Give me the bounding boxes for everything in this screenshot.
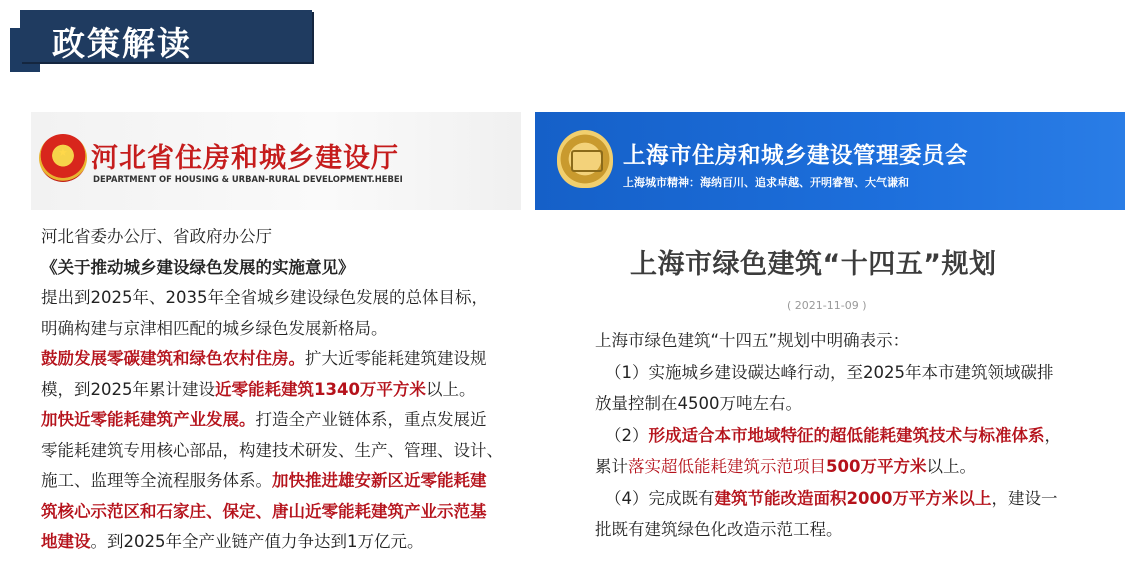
- hebei-dept-english: DEPARTMENT OF HOUSING & URBAN-RURAL DEVELOPMENT.HEBEI: [93, 174, 403, 184]
- hebei-banner: [31, 112, 521, 210]
- text-line: 批既有建筑绿色化改造示范工程。: [595, 520, 843, 539]
- shanghai-slogan: 上海城市精神：海纳百川、追求卓越、开明睿智、大气谦和: [623, 176, 909, 189]
- shanghai-policy-text: [595, 325, 1115, 546]
- text-line: 加快近零能耗建筑产业发展。打造全产业链体系，重点发展近: [41, 410, 487, 429]
- text-line: 鼓励发展零碳建筑和绿色农村住房。扩大近零能耗建筑建设规: [41, 349, 487, 368]
- text-line: 上海市绿色建筑“十四五”规划中明确表示：: [595, 331, 910, 350]
- text-line: 明确构建与京津相匹配的城乡绿色发展新格局。: [41, 318, 388, 338]
- shanghai-banner: [535, 112, 1125, 210]
- hebei-policy-text: [41, 222, 531, 558]
- document-title: 《关于推动城乡建设绿色发展的实施意见》: [41, 257, 355, 277]
- publish-date: ( 2021-11-09 ): [787, 299, 867, 312]
- page-title: 政策解读: [52, 24, 192, 63]
- shanghai-emblem-icon: [557, 130, 613, 188]
- text-line: （2）形成适合本市地域特征的超低能耗建筑技术与标准体系，: [605, 425, 1061, 445]
- text-line: 模，到2025年累计建设近零能耗建筑1340万平方米以上。: [41, 379, 476, 399]
- shanghai-plan-title: 上海市绿色建筑“十四五”规划: [630, 249, 997, 280]
- text-line: 提出到2025年、2035年全省城乡建设绿色发展的总体目标，: [41, 288, 488, 307]
- text-line: 放量控制在4500万吨左右。: [595, 394, 802, 413]
- section-header: [20, 10, 312, 62]
- text-line: 累计落实超低能耗建筑示范项目500万平方米以上。: [595, 457, 976, 476]
- text-line: 施工、监理等全流程服务体系。加快推进雄安新区近零能耗建: [41, 471, 487, 490]
- text-line: 地建设。到2025年全产业链产值力争达到1万亿元。: [41, 532, 424, 551]
- hebei-dept-name: 河北省住房和城乡建设厅: [91, 143, 399, 174]
- text-line: （4）完成既有建筑节能改造面积2000万平方米以上，建设一: [605, 488, 1058, 508]
- national-emblem-icon: ★: [39, 134, 87, 182]
- text-line: 零能耗建筑专用核心部品，构建技术研发、生产、管理、设计、: [41, 440, 503, 460]
- text-line: 河北省委办公厅、省政府办公厅: [41, 227, 272, 246]
- text-line: （1）实施城乡建设碳达峰行动，至2025年本市建筑领域碳排: [605, 362, 1054, 382]
- text-line: 筑核心示范区和石家庄、保定、唐山近零能耗建筑产业示范基: [41, 501, 487, 521]
- shanghai-dept-name: 上海市住房和城乡建设管理委员会: [623, 143, 969, 169]
